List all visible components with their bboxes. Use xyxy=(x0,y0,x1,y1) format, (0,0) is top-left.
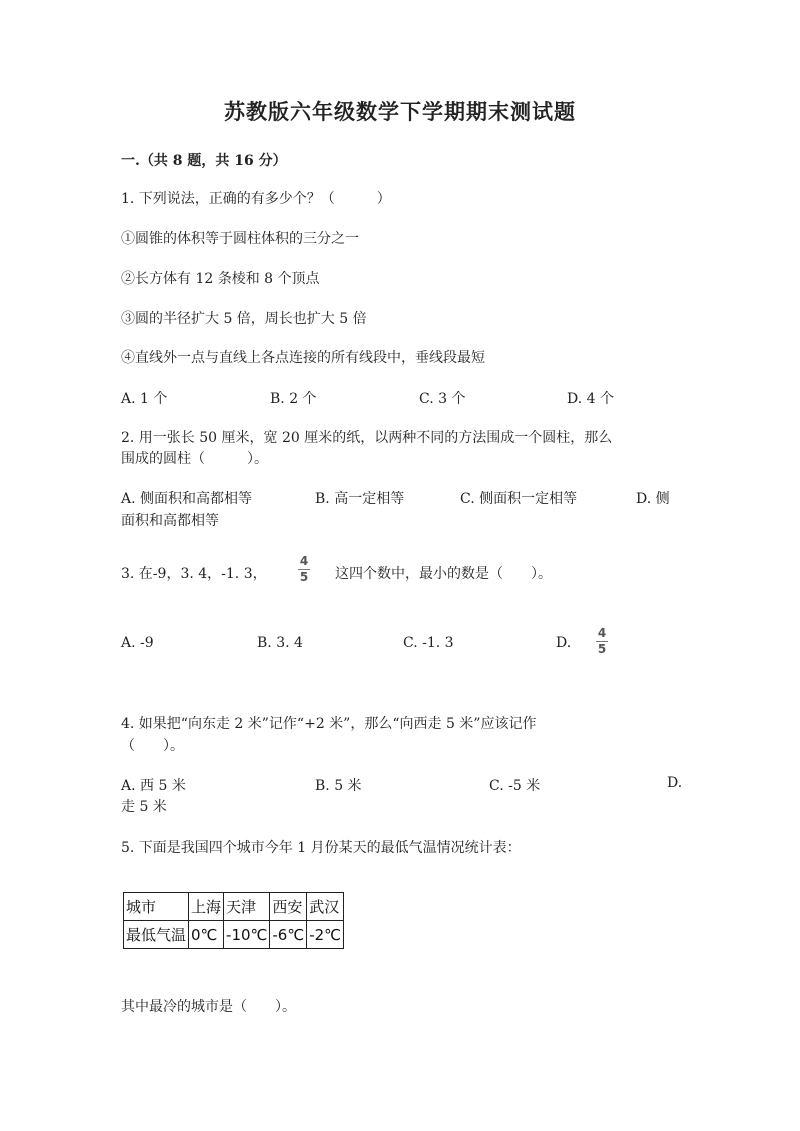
table-header-cell: 城市 xyxy=(124,893,189,921)
question-1-statement-4: ④直线外一点与直线上各点连接的所有线段中，垂线段最短 xyxy=(121,350,485,366)
question-4-option-d-wrap: 走 5 米 xyxy=(121,799,167,815)
fraction-denominator: 5 xyxy=(597,642,607,656)
question-2-option-d-wrap: 面积和高都相等 xyxy=(121,513,219,529)
table-row xyxy=(124,893,344,921)
table-cell: -2℃ xyxy=(307,921,344,949)
question-3-option-d-fraction xyxy=(595,627,609,656)
question-4-stem-line-2: （ ）。 xyxy=(121,738,184,754)
question-2-option-c: C. 侧面积一定相等 xyxy=(460,491,578,507)
question-2-option-d: D. 侧 xyxy=(636,491,670,507)
table-row xyxy=(124,921,344,949)
table-cell: -6℃ xyxy=(270,921,307,949)
question-4-stem-line-1: 4. 如果把“向东走 2 米”记作“+2 米”，那么“向西走 5 米”应该记作 xyxy=(121,716,537,732)
question-3-stem-after: 这四个数中，最小的数是（ ）。 xyxy=(335,566,552,582)
question-2-option-a: A. 侧面积和高都相等 xyxy=(121,491,253,507)
question-4-option-b: B. 5 米 xyxy=(315,778,362,794)
question-1-option-a: A. 1 个 xyxy=(121,391,168,407)
question-1-stem: 1. 下列说法，正确的有多少个？（ ） xyxy=(121,191,391,207)
fraction-numerator: 4 xyxy=(299,554,309,568)
question-3-option-d: D. xyxy=(556,635,572,651)
table-header-cell: 上海 xyxy=(189,893,224,921)
question-4-option-c: C. -5 米 xyxy=(489,778,541,794)
question-2-option-b: B. 高一定相等 xyxy=(315,491,405,507)
section-header: 一.（共 8 题，共 16 分） xyxy=(121,153,287,169)
page-title: 苏教版六年级数学下学期期末测试题 xyxy=(224,99,576,124)
question-4-option-d: D. xyxy=(667,775,683,791)
question-5-follow-up: 其中最冷的城市是（ ）。 xyxy=(121,999,296,1015)
table-cell: 最低气温 xyxy=(124,921,189,949)
question-3-option-b: B. 3. 4 xyxy=(257,635,303,651)
question-1-statement-1: ①圆锥的体积等于圆柱体积的三分之一 xyxy=(121,231,359,247)
question-3-option-a: A. -9 xyxy=(121,635,154,651)
question-1-statement-2: ②长方体有 12 条棱和 8 个顶点 xyxy=(121,271,320,287)
question-4-option-a: A. 西 5 米 xyxy=(121,778,186,794)
question-2-stem-line-2: 围成的圆柱（ ）。 xyxy=(121,451,268,467)
table-header-cell: 西安 xyxy=(270,893,307,921)
table-header-cell: 武汉 xyxy=(307,893,344,921)
fraction-numerator: 4 xyxy=(597,626,607,640)
question-1-option-c: C. 3 个 xyxy=(419,391,466,407)
table-header-cell: 天津 xyxy=(224,893,270,921)
question-5-stem: 5. 下面是我国四个城市今年 1 月份某天的最低气温情况统计表： xyxy=(121,840,521,856)
question-1-option-d: D. 4 个 xyxy=(567,391,614,407)
question-2-stem-line-1: 2. 用一张长 50 厘米，宽 20 厘米的纸，以两种不同的方法围成一个圆柱，那么 xyxy=(121,430,613,446)
question-1-statement-3: ③圆的半径扩大 5 倍，周长也扩大 5 倍 xyxy=(121,311,367,327)
question-1-option-b: B. 2 个 xyxy=(270,391,317,407)
question-3-stem-before: 3. 在-9，3. 4，-1. 3， xyxy=(121,566,267,582)
table-cell: 0℃ xyxy=(189,921,224,949)
question-3-fraction xyxy=(297,555,311,584)
table-cell: -10℃ xyxy=(224,921,270,949)
temperature-table xyxy=(123,892,344,949)
question-3-option-c: C. -1. 3 xyxy=(403,635,454,651)
fraction-denominator: 5 xyxy=(299,570,309,584)
